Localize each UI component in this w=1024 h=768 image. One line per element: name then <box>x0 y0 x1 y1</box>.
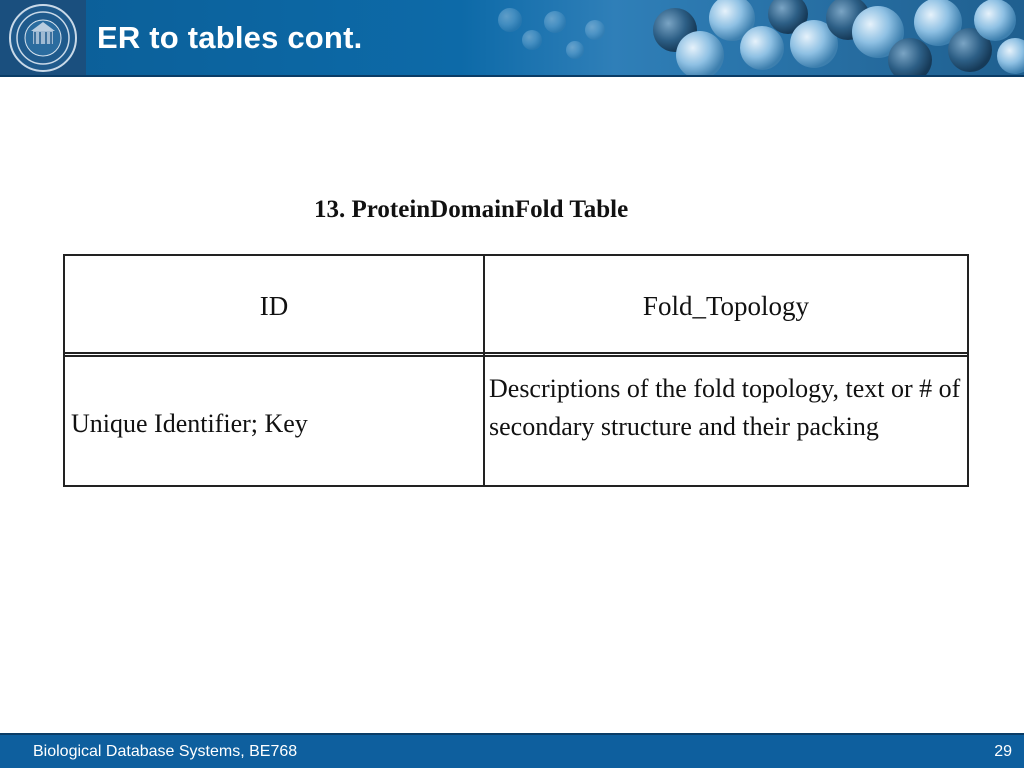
column-header-fold-topology: Fold_Topology <box>642 291 810 321</box>
molecule-illustration <box>470 0 1024 77</box>
table-row <box>65 362 967 485</box>
table-title: 13. ProteinDomainFold Table <box>314 196 629 223</box>
cell-id-description: Unique Identifier; Key <box>71 408 308 438</box>
slide-title: ER to tables cont. <box>97 20 363 55</box>
course-name: Biological Database Systems, BE768 <box>33 743 298 760</box>
column-header-id: ID <box>259 291 289 321</box>
cell-fold-topology-description: Descriptions of the fold topology, text or # of secondary structure and their packing <box>489 374 961 441</box>
protein-domain-fold-table <box>63 254 969 487</box>
header-banner <box>0 0 1024 77</box>
slide-number: 29 <box>994 743 1012 760</box>
university-seal-icon <box>0 0 86 77</box>
footer-bar <box>0 733 1024 768</box>
